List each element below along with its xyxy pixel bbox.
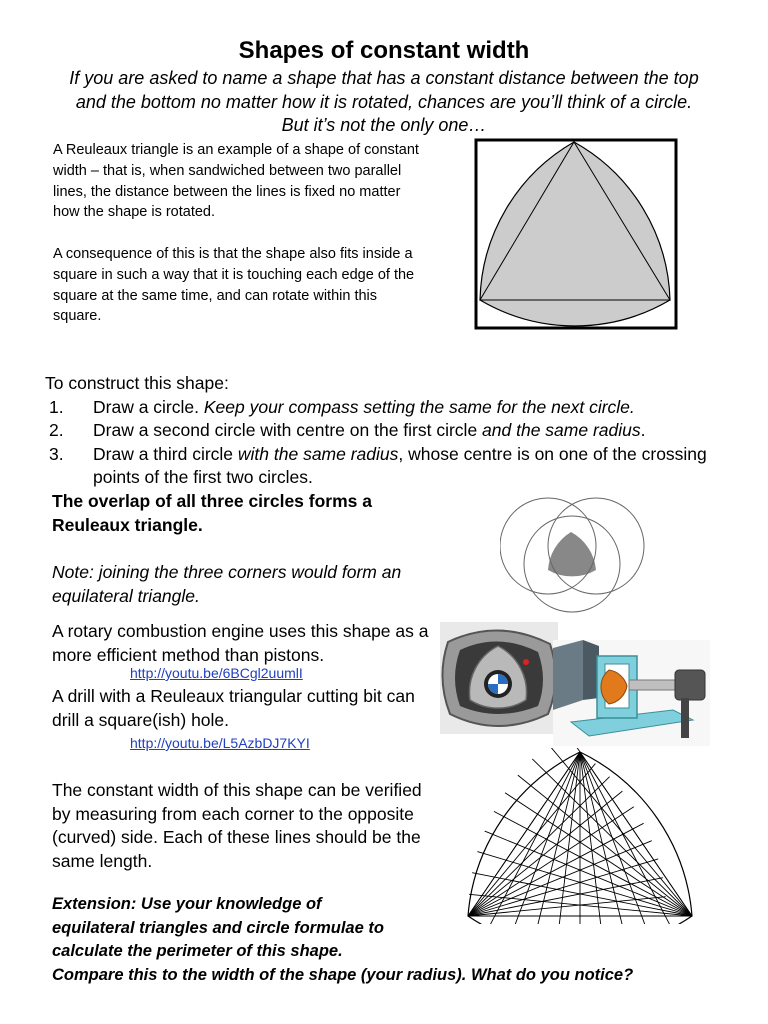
intro-text [53,140,423,348]
step-text-italic: Keep your compass setting the same for the next circle. [203,396,635,417]
rotary-engine-image [440,622,558,734]
drill-video-link[interactable]: http://youtu.be/L5AzbDJ7KYI [130,735,310,751]
construction-step [45,419,735,443]
extension-task [52,893,752,987]
measurement-line [548,748,692,916]
subtitle-line-1: If you are asked to name a shape that has a constant distance between the top [69,68,699,88]
step-text: Draw a second circle with centre on the first circle [93,420,483,441]
reuleaux-overlap-region [548,532,596,576]
subtitle-line-3: But it’s not the only one… [281,115,487,135]
reuleaux-in-square-figure [474,138,678,330]
step-text-end: , whose centre is on one of the crossing points of the first two circles. [93,443,707,488]
construction-step [45,396,735,420]
rotary-engine-video-link[interactable]: http://youtu.be/6BCgl2uumlI [130,665,303,681]
rotary-engine-text: A rotary combustion engine uses this shape as a more efficient method than pistons. [52,621,429,665]
step-number: 2. [49,420,64,441]
step-number: 1. [49,396,64,417]
construction-heading: To construct this shape: [45,373,229,393]
note-text: Note: joining the three corners would form an equilateral triangle. [52,562,402,606]
intro-paragraph-2: A consequence of this is that the shape also fits inside a square in such a way that it is touching each edge of the square at the same time, and can rotate within this square. [53,245,415,325]
overlap-statement: The overlap of all three circles forms a Reuleaux triangle. [52,491,372,535]
reuleaux-drill-image [553,640,710,746]
step-text: Draw a third circle [93,443,238,464]
extension-line-4: Compare this to the width of the shape (your radius). What do you notice? [52,965,634,984]
page-subtitle [40,67,728,138]
page-title: Shapes of constant width [238,37,530,64]
measurement-line [566,748,692,916]
subtitle-line-2: and the bottom no matter how it is rotated, chances are you’ll think of a circle. [75,91,693,112]
extension-line-1: Extension: Use your knowledge of [52,895,322,913]
extension-line-2: equilateral triangles and circle formulae to [52,918,384,937]
step-text-end: . [640,420,646,441]
step-number: 3. [49,443,64,464]
construction-steps [45,396,735,490]
construction-step [45,443,735,490]
verification-text: The constant width of this shape can be verified by measuring from each corner to the opposite (curved) side. Each of these lines should be the same length. [52,780,422,871]
three-circles-figure [500,484,650,614]
drill-text: A drill with a Reuleaux triangular cutting bit can drill a square(ish) hole. [52,686,415,730]
step-text-italic: and the same radius [482,420,641,441]
step-text: Draw a circle. [93,396,204,417]
step-text-italic: with the same radius [237,443,399,464]
construction-section [45,372,735,490]
extension-line-3: calculate the perimeter of this shape. [52,942,343,960]
intro-paragraph-1: A Reuleaux triangle is an example of a shape of constant width – that is, when sandwiched between two parallel lines, the distance between the lines is fixed no matter how the shape is rotated. [53,142,419,221]
